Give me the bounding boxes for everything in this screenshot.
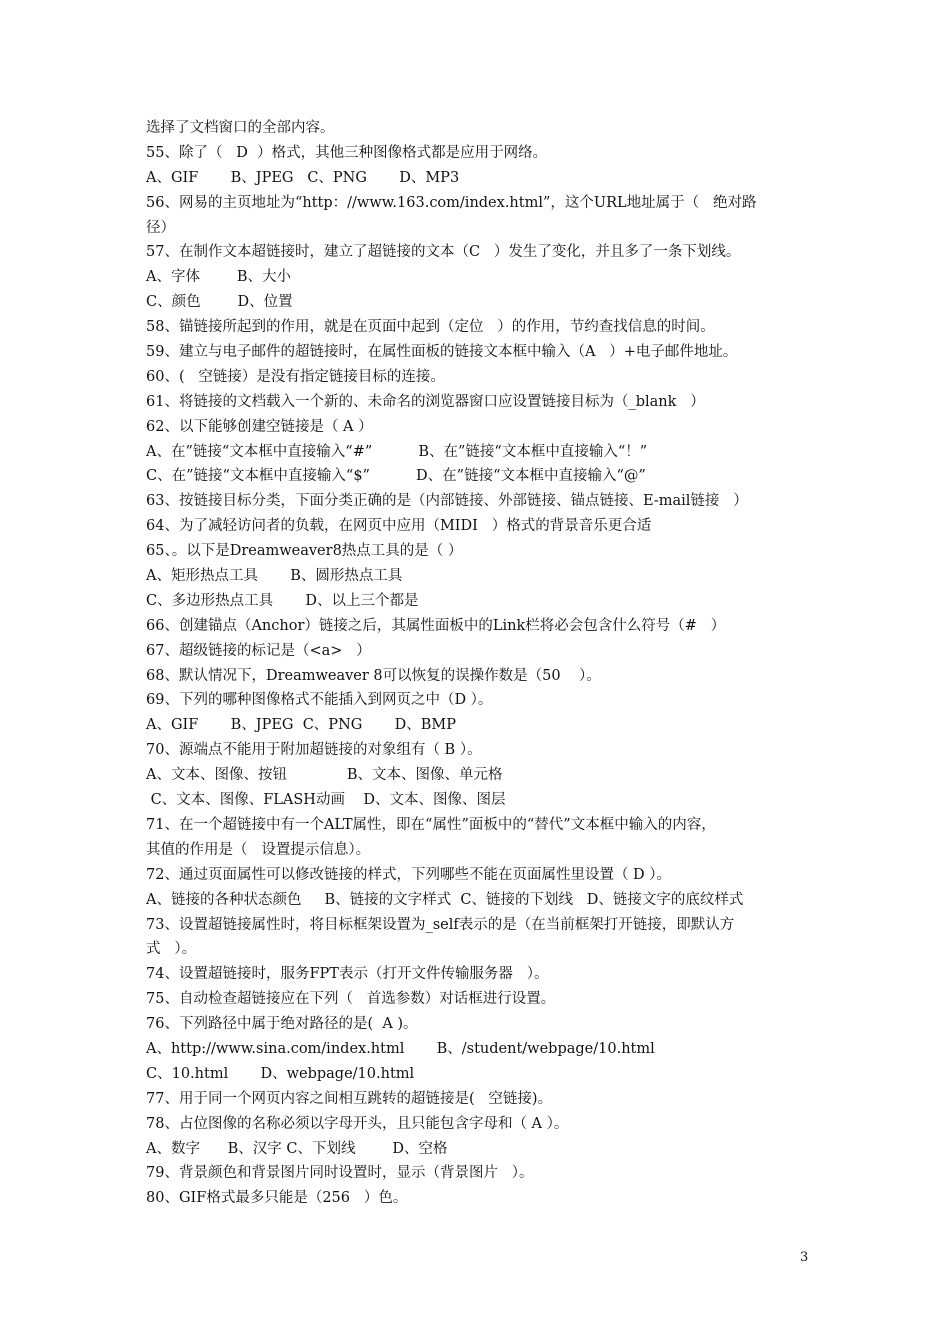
text-line: 60、( 空链接）是没有指定链接目标的连接。 bbox=[146, 368, 445, 385]
text-line: 61、将链接的文档载入一个新的、未命名的浏览器窗口应设置链接目标为（_blank ） bbox=[146, 393, 705, 410]
text-line: 58、锚链接所起到的作用，就是在页面中起到（定位 ）的作用，节约查找信息的时间。 bbox=[146, 319, 715, 336]
text-line: 其值的作用是（ 设置提示信息）。 bbox=[146, 841, 371, 858]
text-line: C、在”链接“文本框中直接输入“$” D、在”链接“文本框中直接输入“@” bbox=[146, 468, 646, 485]
text-line: C、多边形热点工具 D、以上三个都是 bbox=[146, 592, 419, 609]
text-line: A、矩形热点工具 B、圆形热点工具 bbox=[146, 568, 403, 585]
text-line: C、文本、图像、FLASH动画 D、文本、图像、图层 bbox=[146, 792, 506, 809]
text-line: 77、用于同一个网页内容之间相互跳转的超链接是( 空链接)。 bbox=[146, 1090, 553, 1107]
text-line: 式 ）。 bbox=[146, 941, 197, 958]
text-line: 73、设置超链接属性时，将目标框架设置为_self表示的是（在当前框架打开链接，即默认方 bbox=[146, 916, 735, 933]
text-line: 64、为了减轻访问者的负载，在网页中应用（MIDI ）格式的背景音乐更合适 bbox=[146, 518, 652, 535]
text-line: A、http://www.sina.com/index.html B、/student/webpage/10.html bbox=[146, 1040, 655, 1057]
text-line: 75、自动检查超链接应在下列（ 首选参数）对话框进行设置。 bbox=[146, 991, 556, 1008]
text-line: 71、在一个超链接中有一个ALT属性，即在“属性”面板中的“替代”文本框中输入的内容， bbox=[146, 816, 716, 833]
text-line: A、在”链接“文本框中直接输入“#” B、在”链接“文本框中直接输入“！” bbox=[146, 443, 648, 460]
text-line: A、链接的各种状态颜色 B、链接的文字样式 C、链接的下划线 D、链接文字的底纹样式 bbox=[146, 891, 744, 908]
text-line: A、文本、图像、按钮 B、文本、图像、单元格 bbox=[146, 767, 503, 784]
text-line: 80、GIF格式最多只能是（256 ）色。 bbox=[146, 1190, 408, 1207]
text-line: 63、按链接目标分类，下面分类正确的是（内部链接、外部链接、锚点链接、E-mail链接 ） bbox=[146, 493, 748, 510]
text-line: 55、除了（ D ）格式，其他三种图像格式都是应用于网络。 bbox=[146, 144, 548, 161]
text-line: C、颜色 D、位置 bbox=[146, 294, 293, 311]
text-line: A、GIF B、JPEG C、PNG D、BMP bbox=[146, 717, 456, 734]
text-line: 66、创建锚点（Anchor）链接之后，其属性面板中的Link栏将必会包含什么符号（# ） bbox=[146, 617, 726, 634]
text-line: A、字体 B、大小 bbox=[146, 269, 291, 286]
text-line: A、数字 B、汉字 C、下划线 D、空格 bbox=[146, 1140, 448, 1157]
text-line: 62、以下能够创建空链接是（ A ） bbox=[146, 418, 373, 435]
text-line: 74、设置超链接时，服务FPT表示（打开文件传输服务器 ）。 bbox=[146, 966, 549, 983]
question-text-block bbox=[146, 116, 826, 1211]
text-line: 68、默认情况下，Dreamweaver 8可以恢复的误操作数是（50 ）。 bbox=[146, 667, 601, 684]
text-line: C、10.html D、webpage/10.html bbox=[146, 1065, 415, 1082]
text-line: 70、源端点不能用于附加超链接的对象组有（ B ）。 bbox=[146, 742, 482, 759]
text-line: 67、超级链接的标记是（<a> ） bbox=[146, 642, 371, 659]
text-line: 65、。以下是Dreamweaver8热点工具的是（ ） bbox=[146, 543, 463, 560]
text-line: 78、占位图像的名称必须以字母开头，且只能包含字母和（ A ）。 bbox=[146, 1115, 569, 1132]
text-line: 选择了文档窗口的全部内容。 bbox=[146, 120, 335, 136]
text-line: 56、网易的主页地址为“http：//www.163.com/index.html”，这个URL地址属于（ 绝对路 bbox=[146, 194, 757, 211]
text-line: 76、下列路径中属于绝对路径的是( A )。 bbox=[146, 1016, 418, 1033]
text-line: A、GIF B、JPEG C、PNG D、MP3 bbox=[146, 169, 460, 186]
text-line: 径） bbox=[146, 219, 175, 236]
text-line: 57、在制作文本超链接时，建立了超链接的文本（C ）发生了变化，并且多了一条下划线。 bbox=[146, 244, 741, 261]
text-line: 59、建立与电子邮件的超链接时，在属性面板的链接文本框中输入（A ）+电子邮件地址。 bbox=[146, 344, 738, 361]
page-number: 3 bbox=[800, 1250, 809, 1265]
text-line: 69、下列的哪种图像格式不能插入到网页之中（D ）。 bbox=[146, 692, 493, 709]
text-line: 72、通过页面属性可以修改链接的样式，下列哪些不能在页面属性里设置（ D ）。 bbox=[146, 866, 672, 883]
text-line: 79、背景颜色和背景图片同时设置时，显示（背景图片 ）。 bbox=[146, 1165, 534, 1182]
